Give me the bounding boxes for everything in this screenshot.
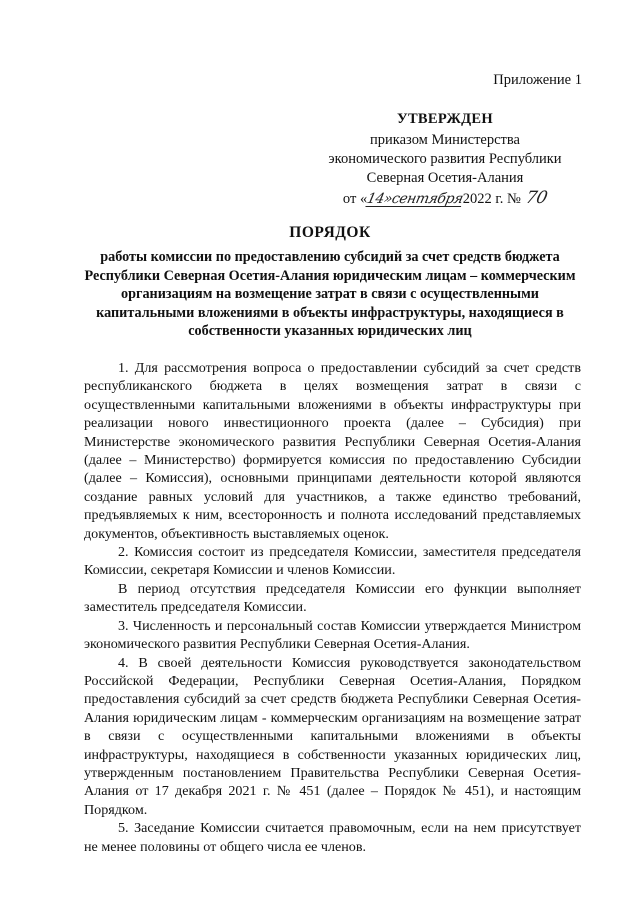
order-line-2: экономического развития Республики: [328, 151, 562, 167]
handwritten-order-number: 70: [524, 188, 550, 208]
order-line-1: приказом Министерства: [370, 132, 520, 148]
appendix-label: Приложение 1: [493, 72, 582, 88]
paragraph-6: 5. Заседание Комиссии считается правомочным, если на нем присутствует не менее половины от общего числа ее членов.: [84, 820, 581, 855]
paragraph-5: 4. В своей деятельности Комиссия руководствуется законодательством Российской Федерации, Республики Северная Осетия-Алания, Порядком предоставления субсидий за счет средств бюджета Республики Северная Осетия-Алания юридическим лицам - коммерческим организациям на возмещение затрат в связи с осуществленными капитальными вложениями в объекты инфраструктуры, находящиеся в собственности указанных юридических лиц, утвержденным постановлением Правительства Республики Северная Осетия-Алания от 17 декабря 2021 г. № 451 (далее – Порядок № 451), и настоящим Порядком.: [84, 654, 581, 818]
handwritten-date: 14»сентября: [365, 191, 465, 207]
approval-block: [300, 110, 590, 209]
document-title-block: [70, 224, 590, 341]
date-prefix: от «: [342, 191, 368, 207]
paragraph-4: 3. Численность и персональный состав Комиссии утверждается Министром экономического развития Республики Северная Осетия-Алания.: [84, 617, 581, 653]
document-body: [84, 359, 581, 856]
order-date-line: [300, 189, 590, 209]
paragraph-1: 1. Для рассмотрения вопроса о предоставлении субсидий за счет средств республиканского бюджета в целях возмещения затрат в связи с осуществленными капитальными вложениями в объекты инфраструктуры при реализации нового инвестиционного проекта (далее – Субсидия) при Министерстве экономического развития Республики Северная Осетия-Алания (далее – Министерство) формируется комиссия по предоставлению Субсидии (далее – Комиссия), основными принципами деятельности которой являются создание равных условий для участников, а также единство требований, предъявляемых к ним, всесторонность и полнота исследований представляемых документов, объективность выставляемых оценок.: [84, 360, 581, 542]
date-year: 2022 г. №: [462, 191, 521, 207]
order-line-3: Северная Осетия-Алания: [366, 170, 524, 186]
document-title: ПОРЯДОК: [289, 224, 371, 241]
approved-stamp-text: УТВЕРЖДЕН: [397, 111, 493, 127]
document-subtitle: работы комиссии по предоставлению субсидий за счет средств бюджета Республики Северная Осетия-Алания юридическим лицам – коммерческим организациям на возмещение затрат в связи с осуществленными капитальными вложениями в объекты инфраструктуры, находящиеся в собственности указанных юридических лиц: [84, 249, 576, 339]
paragraph-2: 2. Комиссия состоит из председателя Комиссии, заместителя председателя Комиссии, секретаря Комиссии и членов Комиссии.: [84, 544, 581, 579]
paragraph-3: В период отсутствия председателя Комиссии его функции выполняет заместитель председателя Комиссии.: [84, 580, 581, 616]
